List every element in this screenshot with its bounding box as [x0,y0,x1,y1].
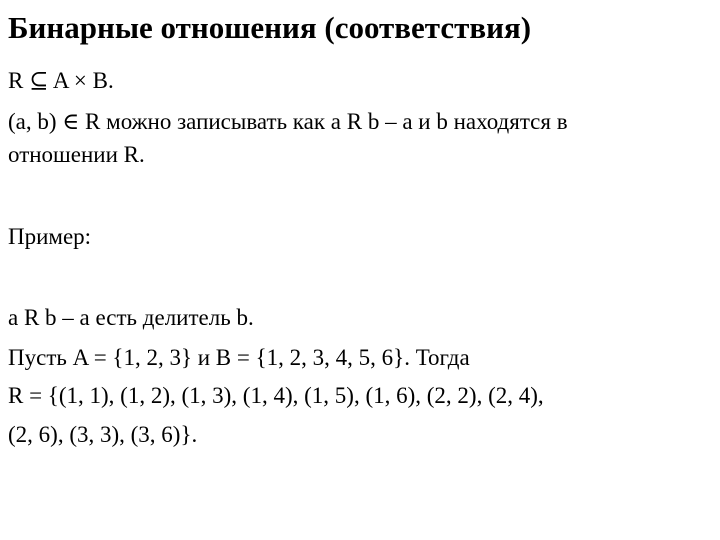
example-result-continuation-line: (2, 6), (3, 3), (3, 6)}. [8,422,198,447]
slide-title: Бинарные отношения (соответствия) [8,10,532,45]
notation-continuation-line: отношении R. [8,142,145,167]
slide [8,0,720,540]
relation-definition-line: R ⊆ A × B. [8,68,114,93]
example-sets-line: Пусть A = {1, 2, 3} и B = {1, 2, 3, 4, 5, 6}. Тогда [8,345,470,370]
example-relation-line: a R b – a есть делитель b. [8,305,254,330]
notation-line: (a, b) ∈ R можно записывать как a R b – a и b находятся в [8,109,568,134]
example-heading: Пример: [8,224,92,249]
example-result-line: R = {(1, 1), (1, 2), (1, 3), (1, 4), (1, 5), (1, 6), (2, 2), (2, 4), [8,383,544,408]
